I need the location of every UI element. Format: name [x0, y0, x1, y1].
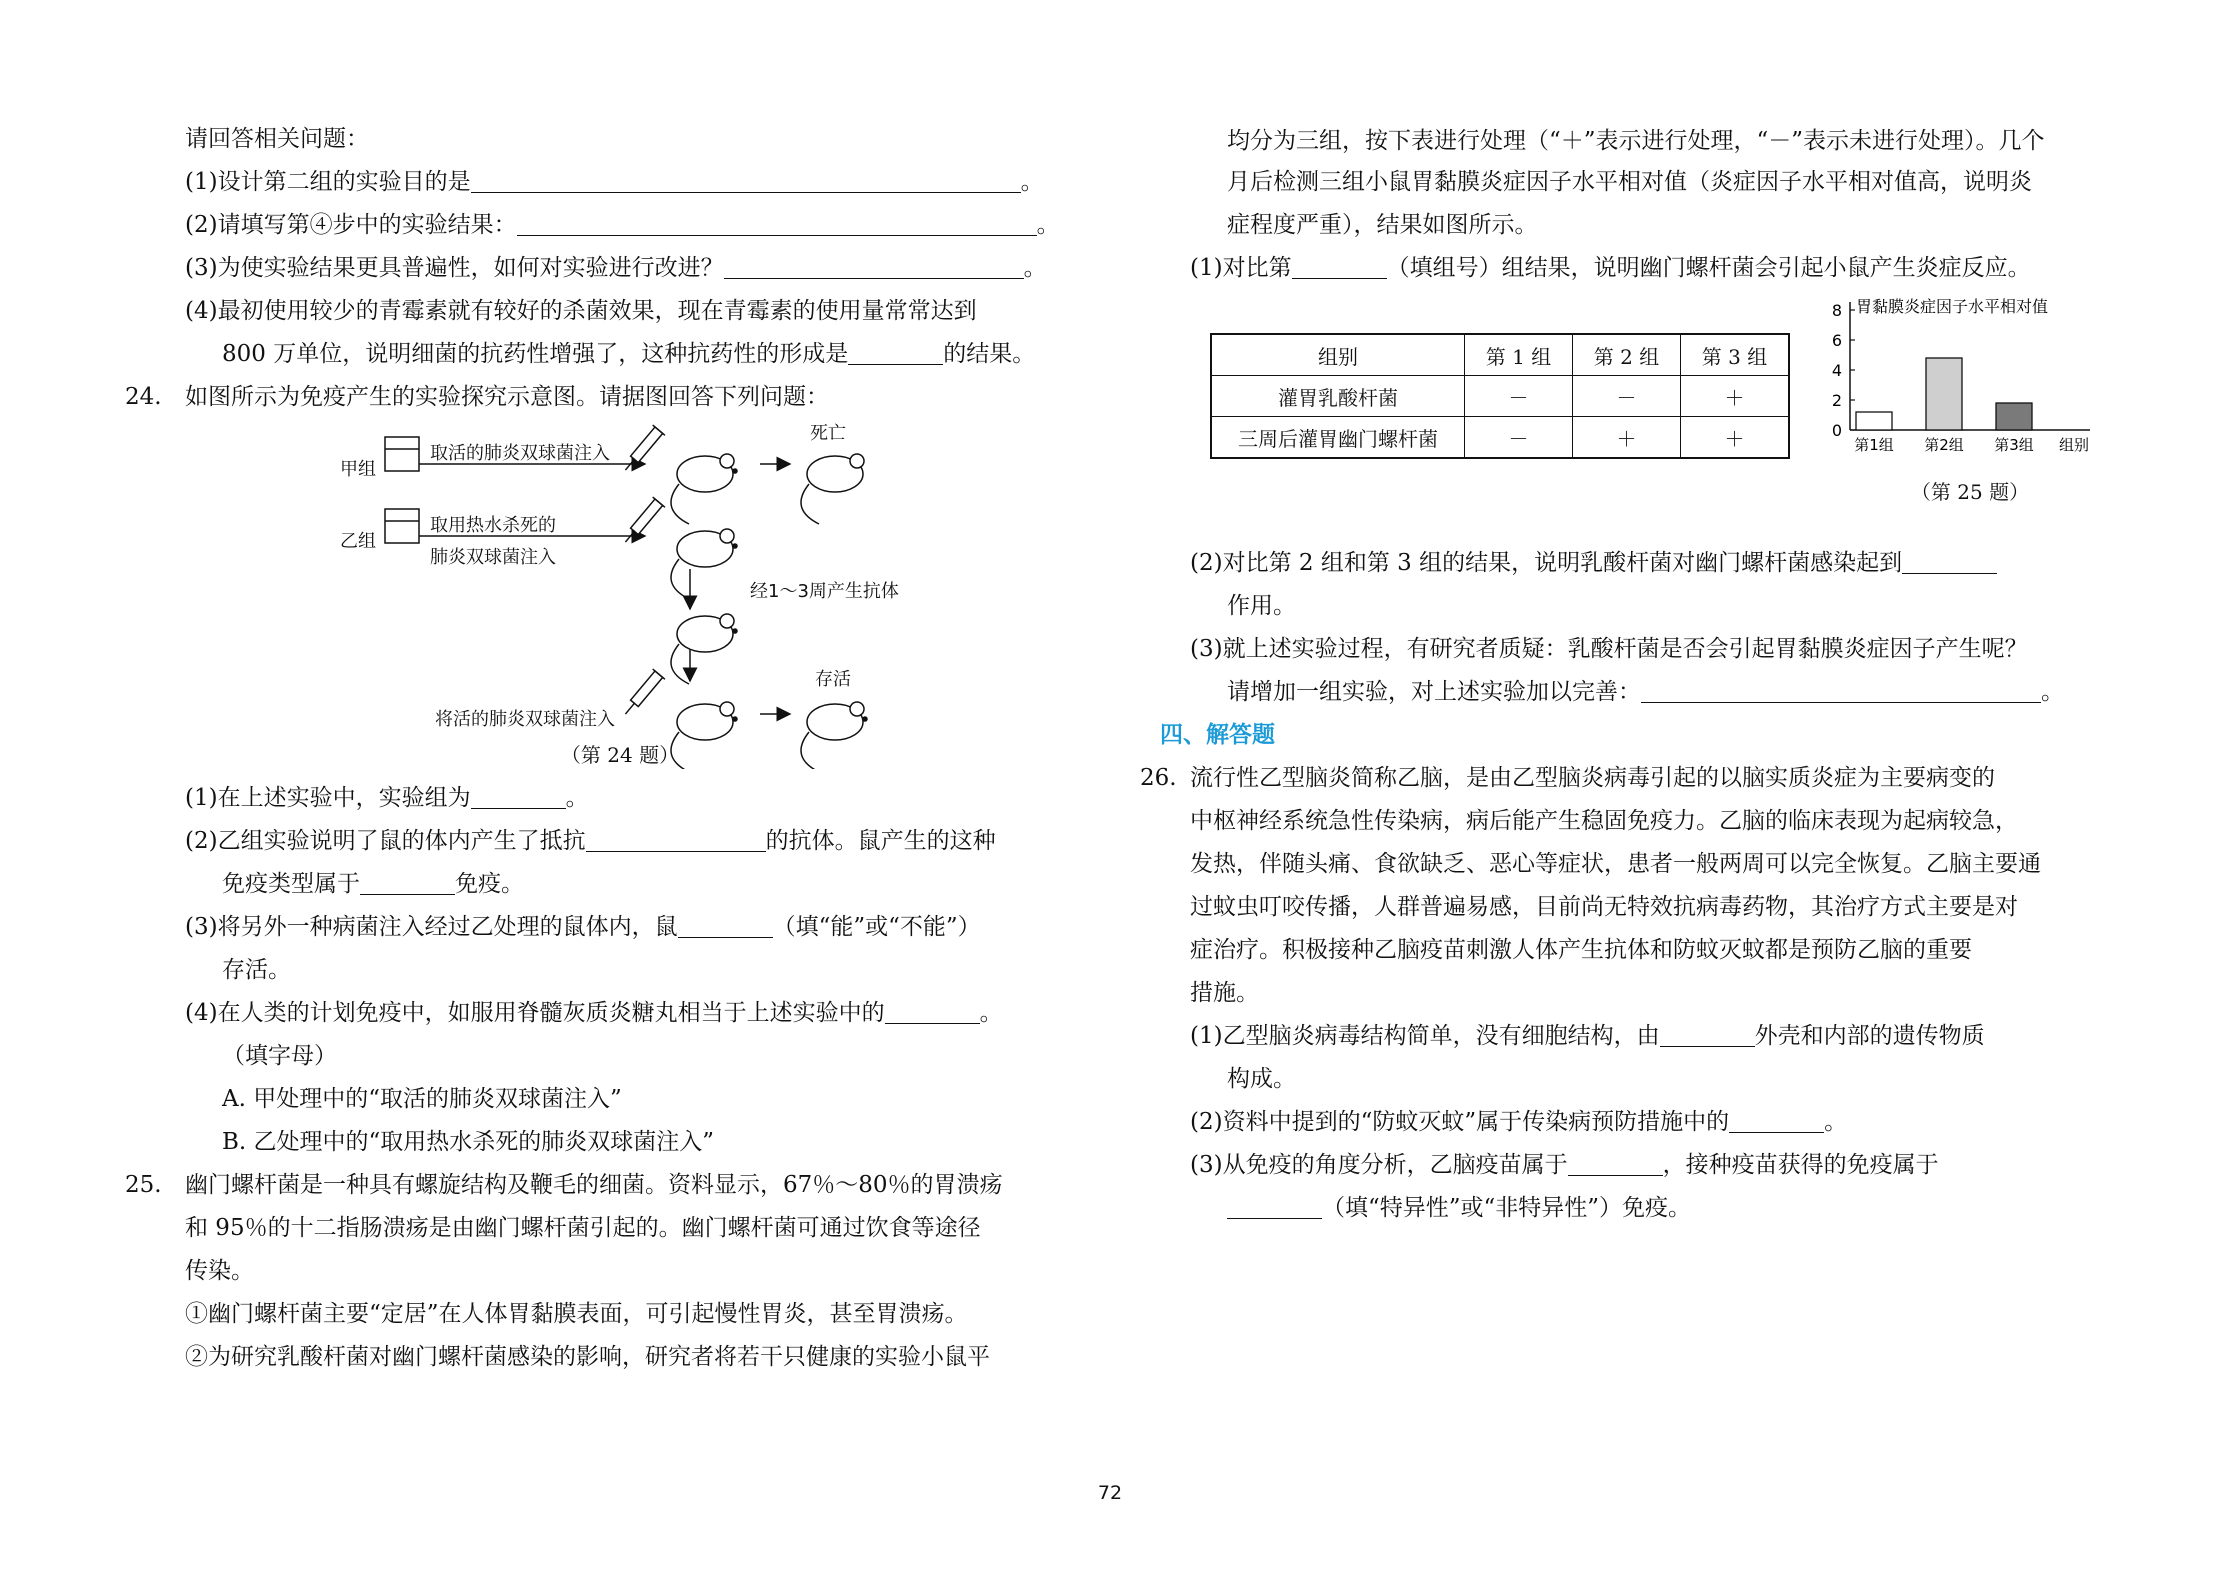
treatment-table [1210, 333, 1790, 459]
question-text: 幽门螺杆菌是一种具有螺旋结构及鞭毛的细菌。资料显示，67％～80％的胃溃疡 [185, 1172, 1003, 1198]
table-row [1211, 417, 1789, 459]
question-text: 如图所示为免疫产生的实验探究示意图。请据图回答下列问题： [185, 384, 829, 410]
question-24-2: (2)乙组实验说明了鼠的体内产生了抵抗 的抗体。鼠产生的这种 [185, 828, 996, 854]
answer-blank[interactable] [1729, 1108, 1824, 1133]
question-25-2 [1180, 542, 2110, 585]
question-24-stem [125, 376, 1065, 419]
table-cell: ＋ [1681, 376, 1790, 417]
question-26-stem [1140, 757, 2110, 800]
label-antibody: 经1～3周产生抗体 [750, 581, 899, 602]
table-cell: － [1465, 417, 1573, 459]
option-a: A. 甲处理中的“取活的肺炎双球菌注入” [222, 1086, 622, 1112]
x-tick-label: 第2组 [1924, 436, 1964, 454]
question-text: (1)设计第二组的实验目的是 [185, 169, 471, 195]
question-23-2: (2)请填写第④步中的实验结果： 。 [185, 212, 1060, 238]
question-24-4: (4)在人类的计划免疫中，如服用脊髓灰质炎糖丸相当于上述实验中的 。 [185, 1000, 1003, 1026]
question-23-3: (3)为使实验结果更具普遍性，如何对实验进行改进？ 。 [185, 255, 1047, 281]
question-24-2-cont: 免疫类型属于 免疫。 [222, 871, 524, 897]
figure-24 [175, 419, 1065, 769]
text-line: 和 95％的十二指肠溃疡是由幽门螺杆菌引起的。幽门螺杆菌可通过饮食等途径 [185, 1215, 981, 1241]
answer-blank[interactable] [1568, 1151, 1663, 1176]
question-24-3-cont: 存活。 [222, 957, 291, 983]
label-b-treatment-2: 肺炎双球菌注入 [430, 547, 556, 568]
question-text: (3)为使实验结果更具普遍性，如何对实验进行改进？ [185, 255, 724, 281]
question-number: 25. [125, 1172, 162, 1198]
bar [1926, 358, 1962, 430]
question-26-1: (1)乙型脑炎病毒结构简单，没有细胞结构，由 外壳和内部的遗传物质 [1190, 1023, 1985, 1049]
question-text: (1)乙型脑炎病毒结构简单，没有细胞结构，由 [1190, 1023, 1660, 1049]
left-column [125, 118, 1065, 1379]
text-line: 措施。 [1190, 980, 1259, 1006]
beaker-icon [385, 437, 419, 543]
label-group-a: 甲组 [340, 459, 376, 480]
question-text: (4)在人类的计划免疫中，如服用脊髓灰质炎糖丸相当于上述实验中的 [185, 1000, 885, 1026]
table-header-cell: 第 3 组 [1681, 334, 1790, 376]
answer-blank[interactable] [1641, 678, 2041, 703]
x-tick-label: 第1组 [1854, 436, 1894, 454]
y-tick-label: 2 [1831, 391, 1842, 410]
x-axis-label: 组别 [2058, 436, 2090, 454]
y-tick-label: 0 [1831, 421, 1842, 440]
bar [1856, 412, 1892, 430]
text-line: 传染。 [185, 1258, 254, 1284]
question-25-1: (1)对比第 （填组号）组结果，说明幽门螺杆菌会引起小鼠产生炎症反应。 [1190, 255, 2031, 281]
text-line: 发热，伴随头痛、食欲缺乏、恶心等症状，患者一般两周可以完全恢复。乙脑主要通 [1190, 851, 2041, 877]
right-column [1140, 118, 2110, 1230]
answer-blank[interactable] [471, 784, 566, 809]
question-text: （填“特异性”或“非特异性”）免疫。 [1322, 1195, 1692, 1221]
question-text: 请增加一组实验，对上述实验加以完善： [1227, 679, 1641, 705]
text-line: 过蚊虫叮咬传播，人群普遍易感，目前尚无特效抗病毒药物，其治疗方式主要是对 [1190, 894, 2018, 920]
question-23-1: (1)设计第二组的实验目的是 。 [185, 169, 1044, 195]
text-line: 症程度严重），结果如图所示。 [1227, 212, 1538, 238]
question-25-stem [125, 1164, 1065, 1207]
question-23-4: (4)最初使用较少的青霉素就有较好的杀菌效果，现在青霉素的使用量常常达到 [185, 298, 977, 324]
answer-blank[interactable] [678, 913, 773, 938]
question-number: 26. [1140, 765, 1177, 791]
mouse-icon [671, 454, 867, 769]
question-25-3-cont: 请增加一组实验，对上述实验加以完善： 。 [1227, 679, 2064, 705]
y-tick-label: 8 [1831, 301, 1842, 320]
question-24-1: (1)在上述实验中，实验组为 。 [185, 785, 589, 811]
question-number: 24. [125, 384, 162, 410]
syringe-icon [619, 425, 665, 719]
table-header-cell: 第 1 组 [1465, 334, 1573, 376]
label-c-treatment: 将活的肺炎双球菌注入 [435, 709, 615, 730]
page-number: 72 [1097, 1482, 1123, 1504]
question-26-3-cont [1180, 1187, 2110, 1230]
question-text: (2)请填写第④步中的实验结果： [185, 212, 517, 238]
question-text: (1)对比第 [1190, 255, 1292, 281]
answer-blank[interactable] [885, 999, 980, 1024]
text-line: 中枢神经系统急性传染病，病后能产生稳固免疫力。乙脑的临床表现为起病较急， [1190, 808, 2018, 834]
question-text: (3)从免疫的角度分析，乙脑疫苗属于 [1190, 1152, 1568, 1178]
figure-24-caption: （第 24 题） [560, 743, 680, 767]
question-26-2: (2)资料中提到的“防蚊灭蚊”属于传染病预防措施中的 。 [1190, 1109, 1848, 1135]
question-text: 的结果。 [943, 341, 1036, 367]
chart-title: 胃黏膜炎症因子水平相对值 [1856, 297, 2049, 316]
table-cell: 灌胃乳酸杆菌 [1211, 376, 1465, 417]
table-cell: － [1573, 376, 1681, 417]
answer-blank[interactable] [848, 340, 943, 365]
question-25-3: (3)就上述实验过程，有研究者质疑：乳酸杆菌是否会引起胃黏膜炎症因子产生呢？ [1190, 636, 2028, 662]
answer-blank[interactable] [1660, 1022, 1755, 1047]
y-tick-label: 6 [1831, 331, 1842, 350]
figure-25 [1180, 290, 2110, 520]
table-header-cell: 组别 [1211, 334, 1465, 376]
question-text: (2)资料中提到的“防蚊灭蚊”属于传染病预防措施中的 [1190, 1109, 1730, 1135]
answer-blank[interactable] [471, 168, 1021, 193]
answer-blank[interactable] [517, 211, 1037, 236]
bar-chart [1820, 290, 2120, 460]
question-26-1-cont: 构成。 [1227, 1066, 1296, 1092]
label-dead: 死亡 [810, 423, 846, 444]
figure-24-drawing [175, 419, 1065, 769]
question-text: 流行性乙型脑炎简称乙脑，是由乙型脑炎病毒引起的以脑实质炎症为主要病变的 [1190, 765, 1995, 791]
text-line: 月后检测三组小鼠胃黏膜炎症因子水平相对值（炎症因子水平相对值高，说明炎 [1227, 169, 2032, 195]
text-line: 均分为三组，按下表进行处理（“＋”表示进行处理，“－”表示未进行处理）。几个 [1227, 128, 2045, 154]
section-heading: 四、解答题 [1160, 722, 1275, 748]
label-a-treatment: 取活的肺炎双球菌注入 [430, 443, 610, 464]
question-text: 免疫类型属于 [222, 871, 360, 897]
answer-blank[interactable] [724, 254, 1024, 279]
question-24-3: (3)将另外一种病菌注入经过乙处理的鼠体内，鼠 （填“能”或“不能”） [185, 914, 981, 940]
table-row [1211, 376, 1789, 417]
label-b-treatment-1: 取用热水杀死的 [430, 515, 556, 536]
table-header-cell: 第 2 组 [1573, 334, 1681, 376]
text-line: 请回答相关问题： [185, 126, 369, 152]
text-line: 症治疗。积极接种乙脑疫苗刺激人体产生抗体和防蚊灭蚊都是预防乙脑的重要 [1190, 937, 1972, 963]
answer-blank[interactable] [1292, 254, 1387, 279]
figure-25-caption: （第 25 题） [1910, 480, 2030, 504]
bar [1996, 403, 2032, 430]
label-alive: 存活 [815, 669, 851, 690]
label-group-b: 乙组 [340, 531, 376, 552]
question-25-2-cont: 作用。 [1227, 593, 1296, 619]
answer-blank[interactable] [360, 870, 455, 895]
text-line: ②为研究乳酸杆菌对幽门螺杆菌感染的影响，研究者将若干只健康的实验小鼠平 [185, 1344, 990, 1370]
table-cell: 三周后灌胃幽门螺杆菌 [1211, 417, 1465, 459]
option-b: B. 乙处理中的“取用热水杀死的肺炎双球菌注入” [222, 1129, 715, 1155]
table-cell: － [1465, 376, 1573, 417]
text-line: ①幽门螺杆菌主要“定居”在人体胃黏膜表面，可引起慢性胃炎，甚至胃溃疡。 [185, 1301, 968, 1327]
question-24-4-cont: （填字母） [222, 1043, 337, 1069]
table-cell: ＋ [1681, 417, 1790, 459]
answer-blank[interactable] [586, 827, 766, 852]
y-tick-label: 4 [1831, 361, 1842, 380]
question-text: (1)在上述实验中，实验组为 [185, 785, 471, 811]
question-text: 800 万单位，说明细菌的抗药性增强了，这种抗药性的形成是 [222, 341, 849, 367]
table-header-row [1211, 334, 1789, 376]
answer-blank[interactable] [1902, 549, 1997, 574]
table-cell: ＋ [1573, 417, 1681, 459]
answer-blank[interactable] [1227, 1194, 1322, 1219]
question-23-4-cont [175, 333, 1065, 376]
question-text: (3)将另外一种病菌注入经过乙处理的鼠体内，鼠 [185, 914, 678, 940]
x-tick-label: 第3组 [1994, 436, 2034, 454]
question-26-3: (3)从免疫的角度分析，乙脑疫苗属于 ，接种疫苗获得的免疫属于 [1190, 1152, 1939, 1178]
question-text: (2)乙组实验说明了鼠的体内产生了抵抗 [185, 828, 586, 854]
question-text: (2)对比第 2 组和第 3 组的结果，说明乳酸杆菌对幽门螺杆菌感染起到 [1190, 550, 1903, 576]
